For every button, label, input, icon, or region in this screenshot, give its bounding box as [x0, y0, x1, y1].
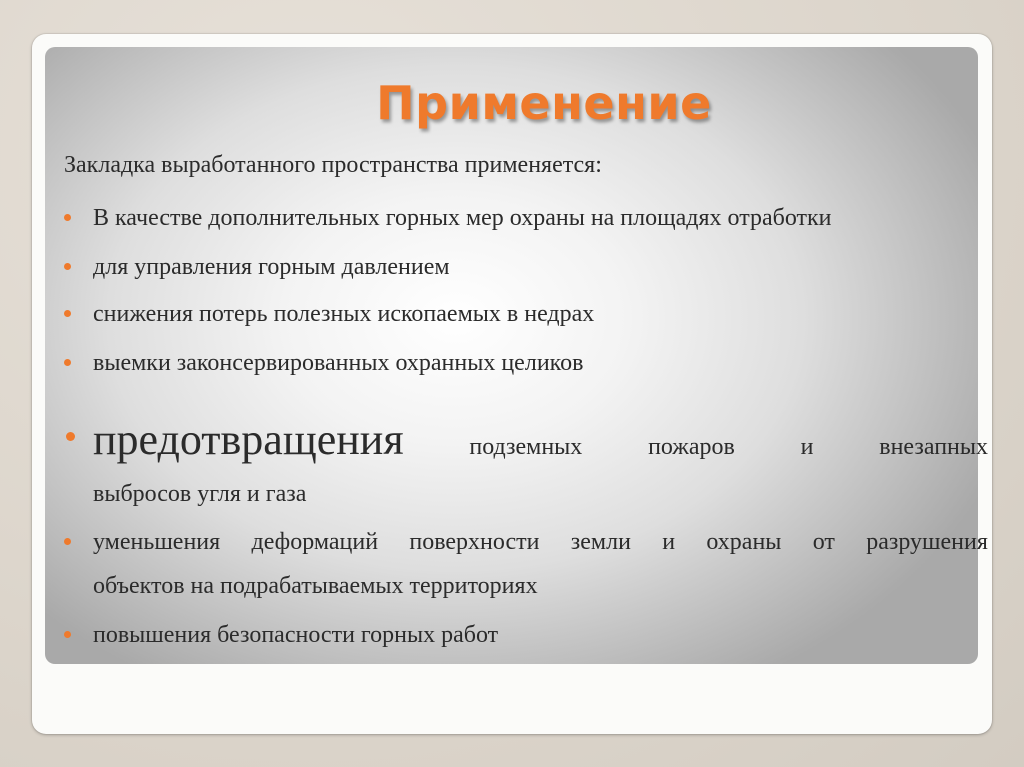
bullet-icon: [66, 432, 75, 441]
bullet-icon: [64, 214, 71, 221]
bullet-word: и: [662, 529, 676, 555]
bullet-text: снижения потерь полезных ископаемых в недрах: [93, 301, 595, 327]
bullet-word: пожаров: [648, 434, 735, 460]
bullet-icon: [64, 310, 71, 317]
bullet-word: разрушения: [866, 529, 988, 555]
bullet-line: [93, 412, 988, 475]
bullet-item: [64, 196, 988, 240]
bullet-text: для управления горным давлением: [93, 254, 450, 280]
bullet-text: объектов на подрабатываемых территориях: [93, 573, 538, 599]
bullet-word: внезапных: [879, 434, 988, 460]
bullet-item: [64, 341, 988, 385]
bullet-word: уменьшения: [93, 529, 221, 555]
bullet-icon: [64, 538, 71, 545]
bullet-word: и: [800, 434, 814, 460]
bullet-continuation: [64, 564, 988, 608]
bullet-word: земли: [570, 529, 631, 555]
bullet-icon: [64, 631, 71, 638]
bullet-text: выбросов угля и газа: [93, 481, 307, 507]
bullet-icon: [64, 359, 71, 366]
bullet-line: [93, 520, 988, 564]
bullet-text: выемки законсервированных охранных целиков: [93, 350, 584, 376]
bullet-item: [64, 292, 988, 336]
intro-text: Закладка выработанного пространства применяется:: [64, 152, 602, 178]
bullet-word: охраны: [706, 529, 782, 555]
bullet-continuation: [64, 472, 988, 516]
bullet-word: подземных: [469, 434, 583, 460]
bullet-lead-word: предотвращения: [93, 415, 404, 464]
bullet-item-large: [64, 412, 988, 475]
bullet-text: В качестве дополнительных горных мер охраны на площадях отработки: [93, 205, 832, 231]
slide-title: Применение: [376, 76, 712, 130]
bullet-word: деформаций: [251, 529, 379, 555]
bullet-word: от: [812, 529, 835, 555]
bullet-item: [64, 613, 988, 657]
bullet-icon: [64, 263, 71, 270]
bullet-word: поверхности: [409, 529, 540, 555]
bullet-item: [64, 245, 988, 289]
bullet-item: [64, 520, 988, 564]
bullet-text: повышения безопасности горных работ: [93, 622, 499, 648]
